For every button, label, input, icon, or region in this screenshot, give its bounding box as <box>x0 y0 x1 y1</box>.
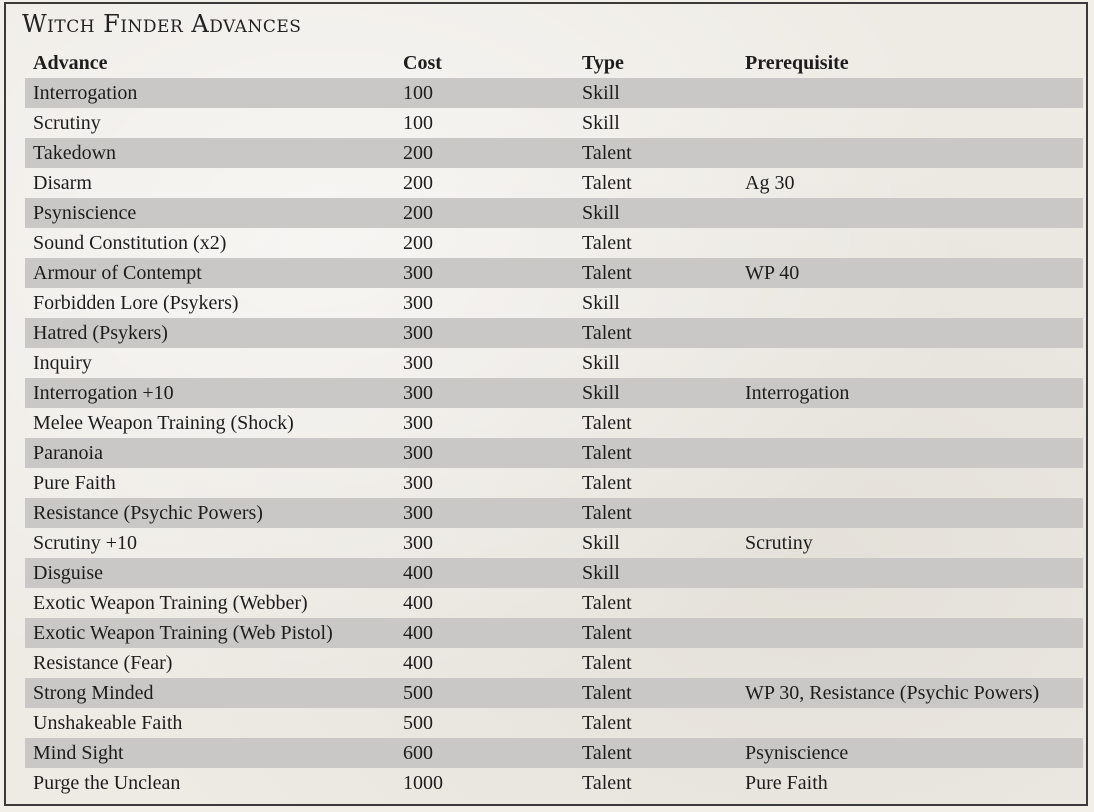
cell-advance: Scrutiny +10 <box>33 532 138 554</box>
cell-advance: Psyniscience <box>33 202 137 224</box>
cell-type: Talent <box>582 712 632 734</box>
cell-type: Talent <box>582 682 632 704</box>
table-row <box>25 378 1083 408</box>
cell-type: Skill <box>582 352 620 374</box>
cell-cost: 300 <box>403 322 433 344</box>
cell-advance: Purge the Unclean <box>33 772 181 794</box>
cell-prerequisite: Psyniscience <box>745 742 849 764</box>
cell-cost: 400 <box>403 562 433 584</box>
cell-type: Skill <box>582 532 620 554</box>
cell-type: Skill <box>582 292 620 314</box>
cell-advance: Exotic Weapon Training (Webber) <box>33 592 308 614</box>
cell-cost: 500 <box>403 712 433 734</box>
cell-prerequisite: Scrutiny <box>745 532 813 554</box>
cell-type: Talent <box>582 172 632 194</box>
cell-type: Talent <box>582 142 632 164</box>
table-row <box>25 198 1083 228</box>
header-advance: Advance <box>33 52 108 74</box>
cell-type: Talent <box>582 622 632 644</box>
cell-prerequisite: WP 30, Resistance (Psychic Powers) <box>745 682 1040 704</box>
cell-cost: 500 <box>403 682 433 704</box>
cell-advance: Takedown <box>33 142 117 164</box>
cell-cost: 200 <box>403 232 433 254</box>
cell-cost: 300 <box>403 502 433 524</box>
cell-advance: Disarm <box>33 172 92 194</box>
cell-advance: Inquiry <box>33 352 92 374</box>
cell-cost: 600 <box>403 742 433 764</box>
table-row <box>25 468 1083 498</box>
cell-type: Talent <box>582 262 632 284</box>
cell-cost: 100 <box>403 112 433 134</box>
cell-cost: 1000 <box>403 772 443 794</box>
table-row <box>25 138 1083 168</box>
cell-cost: 300 <box>403 442 433 464</box>
table-row <box>25 648 1083 678</box>
cell-type: Skill <box>582 382 620 404</box>
cell-advance: Paranoia <box>33 442 103 464</box>
table-body <box>25 78 1083 798</box>
cell-advance: Interrogation +10 <box>33 382 174 404</box>
cell-prerequisite: Pure Faith <box>745 772 828 794</box>
cell-cost: 400 <box>403 652 433 674</box>
cell-cost: 300 <box>403 292 433 314</box>
cell-cost: 200 <box>403 172 433 194</box>
table-row <box>25 498 1083 528</box>
cell-type: Talent <box>582 772 632 794</box>
cell-type: Talent <box>582 592 632 614</box>
table-row <box>25 108 1083 138</box>
cell-type: Skill <box>582 562 620 584</box>
cell-advance: Interrogation <box>33 82 138 104</box>
header-prerequisite: Prerequisite <box>745 52 849 74</box>
table-row <box>25 168 1083 198</box>
cell-cost: 200 <box>403 142 433 164</box>
cell-prerequisite: WP 40 <box>745 262 800 284</box>
table-row <box>25 768 1083 798</box>
table-row <box>25 588 1083 618</box>
table-row <box>25 708 1083 738</box>
table-row <box>25 438 1083 468</box>
document-frame <box>4 2 1088 806</box>
cell-cost: 200 <box>403 202 433 224</box>
table-row <box>25 558 1083 588</box>
table-header-row <box>25 48 1083 78</box>
cell-cost: 300 <box>403 472 433 494</box>
table-row <box>25 618 1083 648</box>
cell-cost: 300 <box>403 412 433 434</box>
cell-advance: Sound Constitution (x2) <box>33 232 227 254</box>
cell-prerequisite: Interrogation <box>745 382 850 404</box>
cell-cost: 400 <box>403 592 433 614</box>
header-cost: Cost <box>403 52 442 74</box>
cell-advance: Forbidden Lore (Psykers) <box>33 292 239 314</box>
cell-cost: 300 <box>403 382 433 404</box>
cell-advance: Disguise <box>33 562 103 584</box>
table-row <box>25 258 1083 288</box>
cell-cost: 100 <box>403 82 433 104</box>
cell-type: Skill <box>582 202 620 224</box>
cell-type: Talent <box>582 502 632 524</box>
cell-cost: 400 <box>403 622 433 644</box>
cell-advance: Unshakeable Faith <box>33 712 183 734</box>
cell-type: Skill <box>582 112 620 134</box>
cell-advance: Scrutiny <box>33 112 101 134</box>
cell-advance: Resistance (Fear) <box>33 652 173 674</box>
cell-type: Talent <box>582 442 632 464</box>
table-row <box>25 678 1083 708</box>
cell-type: Talent <box>582 742 632 764</box>
table-row <box>25 288 1083 318</box>
table-row <box>25 228 1083 258</box>
table-row <box>25 738 1083 768</box>
cell-type: Talent <box>582 652 632 674</box>
cell-type: Skill <box>582 82 620 104</box>
table-row <box>25 528 1083 558</box>
cell-advance: Pure Faith <box>33 472 116 494</box>
cell-cost: 300 <box>403 532 433 554</box>
cell-type: Talent <box>582 232 632 254</box>
table-row <box>25 318 1083 348</box>
cell-advance: Mind Sight <box>33 742 124 764</box>
cell-advance: Exotic Weapon Training (Web Pistol) <box>33 622 333 644</box>
table-row <box>25 78 1083 108</box>
cell-advance: Hatred (Psykers) <box>33 322 168 344</box>
cell-cost: 300 <box>403 262 433 284</box>
cell-prerequisite: Ag 30 <box>745 172 795 194</box>
cell-type: Talent <box>582 412 632 434</box>
page-title: Witch Finder Advances <box>22 10 302 38</box>
cell-advance: Melee Weapon Training (Shock) <box>33 412 294 434</box>
header-type: Type <box>582 52 624 74</box>
cell-advance: Armour of Contempt <box>33 262 202 284</box>
cell-type: Talent <box>582 472 632 494</box>
advances-table <box>25 48 1083 798</box>
cell-type: Talent <box>582 322 632 344</box>
cell-advance: Strong Minded <box>33 682 154 704</box>
cell-cost: 300 <box>403 352 433 374</box>
cell-advance: Resistance (Psychic Powers) <box>33 502 263 524</box>
table-row <box>25 408 1083 438</box>
table-row <box>25 348 1083 378</box>
